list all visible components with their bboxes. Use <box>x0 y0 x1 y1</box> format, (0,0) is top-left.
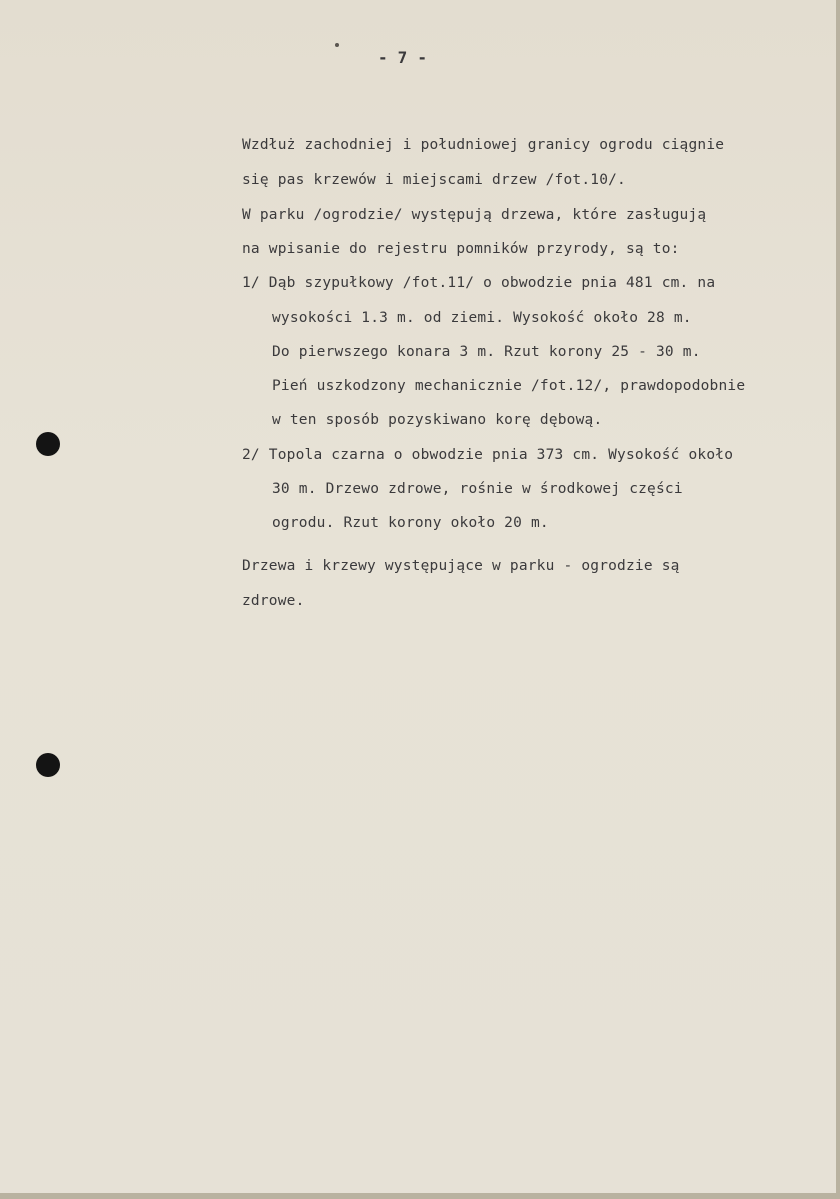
text-line: się pas krzewów i miejscami drzew /fot.10/. <box>242 172 626 188</box>
list-item-2-line: ogrodu. Rzut korony około 20 m. <box>272 515 549 531</box>
ink-speck <box>335 43 339 47</box>
list-item-2-line: 30 m. Drzewo zdrowe, rośnie w środkowej części <box>272 481 683 497</box>
page-number: - 7 - <box>378 48 428 67</box>
text-line: zdrowe. <box>242 593 305 609</box>
list-item-2-line: 2/ Topola czarna o obwodzie pnia 373 cm. Wysokość około <box>242 447 734 463</box>
page-edge-shadow-bottom <box>0 1193 840 1199</box>
list-item-1-line: w ten sposób pozyskiwano korę dębową. <box>272 412 603 428</box>
text-line: na wpisanie do rejestru pomników przyrody, są to: <box>242 241 680 257</box>
punch-hole <box>36 432 60 456</box>
text-line: Drzewa i krzewy występujące w parku - ogrodzie są <box>242 558 680 574</box>
list-item-1-line: Pień uszkodzony mechanicznie /fot.12/, prawdopodobnie <box>272 378 746 394</box>
list-item-1-line: 1/ Dąb szypułkowy /fot.11/ o obwodzie pnia 481 cm. na <box>242 275 716 291</box>
list-item-1-line: wysokości 1.3 m. od ziemi. Wysokość około 28 m. <box>272 310 692 326</box>
list-item-1-line: Do pierwszego konara 3 m. Rzut korony 25 - 30 m. <box>272 344 701 360</box>
text-line: Wzdłuż zachodniej i południowej granicy ogrodu ciągnie <box>242 137 725 153</box>
page-edge-shadow <box>836 0 840 1199</box>
text-line: W parku /ogrodzie/ występują drzewa, które zasługują <box>242 207 707 223</box>
punch-hole <box>36 753 60 777</box>
